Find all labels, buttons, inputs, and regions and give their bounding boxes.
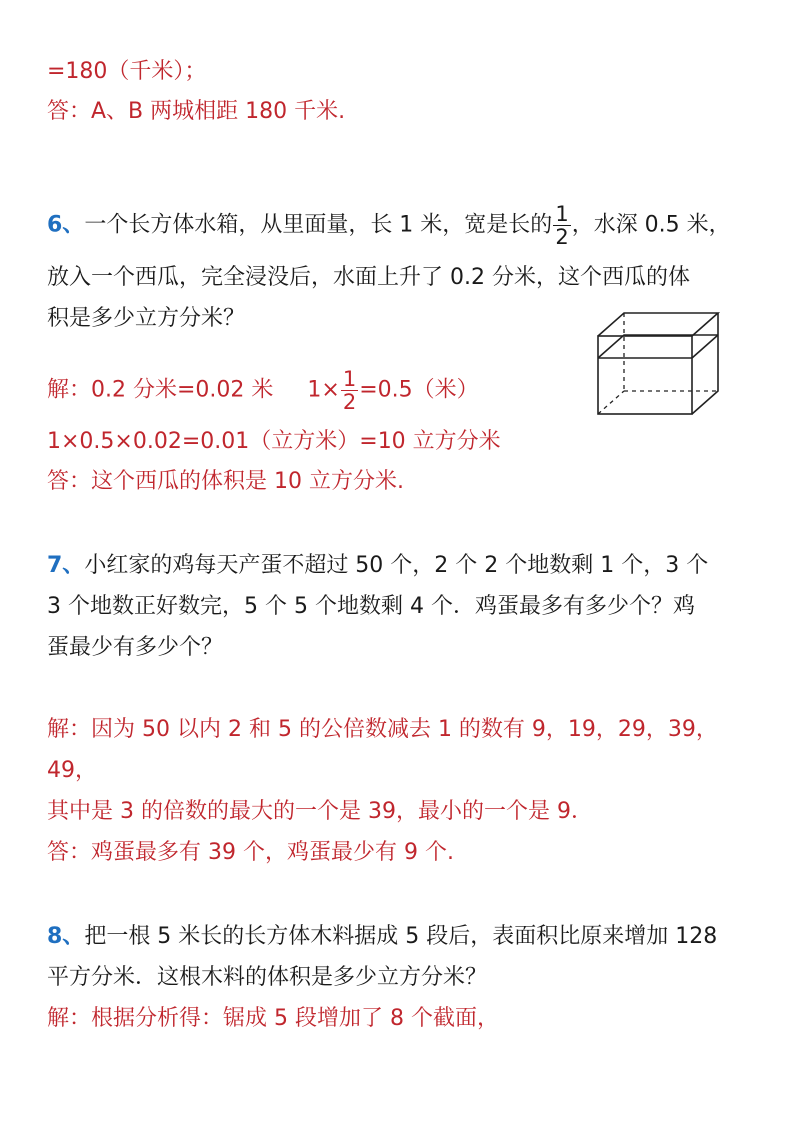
water-level-back (598, 335, 718, 358)
solution-part-a: 解：0.2 分米=0.02 米 (47, 377, 274, 403)
q6-text-b: ，水深 0.5 米， (571, 212, 731, 238)
q8-line-2: 平方分米．这根木料的体积是多少立方分米？ (47, 965, 488, 990)
solution-part-c: =0.5（米） (359, 377, 479, 403)
q7-solution-2: 49， (47, 758, 97, 783)
q6-line-3: 积是多少立方分米？ (47, 306, 246, 331)
fraction-numerator: 1 (555, 202, 569, 226)
right-face (692, 313, 718, 414)
q7-text: 小红家的鸡每天产蛋不超过 50 个，2 个 2 个地数剩 1 个，3 个 (84, 553, 709, 578)
q6-text-a: 一个长方体水箱，从里面量，长 1 米，宽是长的 (84, 212, 553, 238)
fraction-denominator: 2 (555, 225, 569, 249)
q7-line-1 (47, 551, 708, 581)
q6-answer: 答：这个西瓜的体积是 10 立方分米. (47, 469, 404, 494)
q8-line-1 (47, 922, 717, 952)
water-level-side (692, 335, 718, 358)
cuboid-tank-figure (594, 310, 722, 418)
fraction (553, 203, 570, 248)
q7-answer: 答：鸡蛋最多有 39 个，鸡蛋最少有 9 个. (47, 840, 454, 865)
q7-solution-3: 其中是 3 的倍数的最大的一个是 39，最小的一个是 9． (47, 799, 593, 824)
q6-solution-1 (47, 368, 479, 413)
q8-text: 把一根 5 米长的长方体木料据成 5 段后，表面积比原来增加 128 (84, 924, 718, 949)
q7-line-3: 蛋最少有多少个？ (47, 635, 224, 660)
question-number: 6、 (47, 212, 85, 238)
q7-solution-1: 解：因为 50 以内 2 和 5 的公倍数减去 1 的数有 9，19，29，39， (47, 717, 718, 742)
q6-solution-2: 1×0.5×0.02=0.01（立方米）=10 立方分米 (47, 429, 501, 454)
q6-line-1 (47, 203, 731, 248)
calc-line: =180（千米）； (47, 59, 207, 84)
solution-part-b: 1× (307, 377, 340, 403)
q8-solution-1: 解：根据分析得：锯成 5 段增加了 8 个截面， (47, 1006, 499, 1031)
q6-line-2: 放入一个西瓜，完全浸没后，水面上升了 0.2 分米，这个西瓜的体 (47, 265, 690, 290)
hidden-edge-depth (598, 391, 624, 414)
question-number: 7、 (47, 553, 85, 578)
answer-line: 答：A、B 两城相距 180 千米. (47, 99, 346, 124)
fraction-numerator: 1 (342, 367, 357, 391)
fraction-denominator: 2 (342, 390, 357, 414)
question-number: 8、 (47, 924, 85, 949)
fraction (341, 368, 358, 413)
q7-line-2: 3 个地数正好数完，5 个 5 个地数剩 4 个．鸡蛋最多有多少个？鸡 (47, 594, 695, 619)
top-face (598, 313, 718, 336)
